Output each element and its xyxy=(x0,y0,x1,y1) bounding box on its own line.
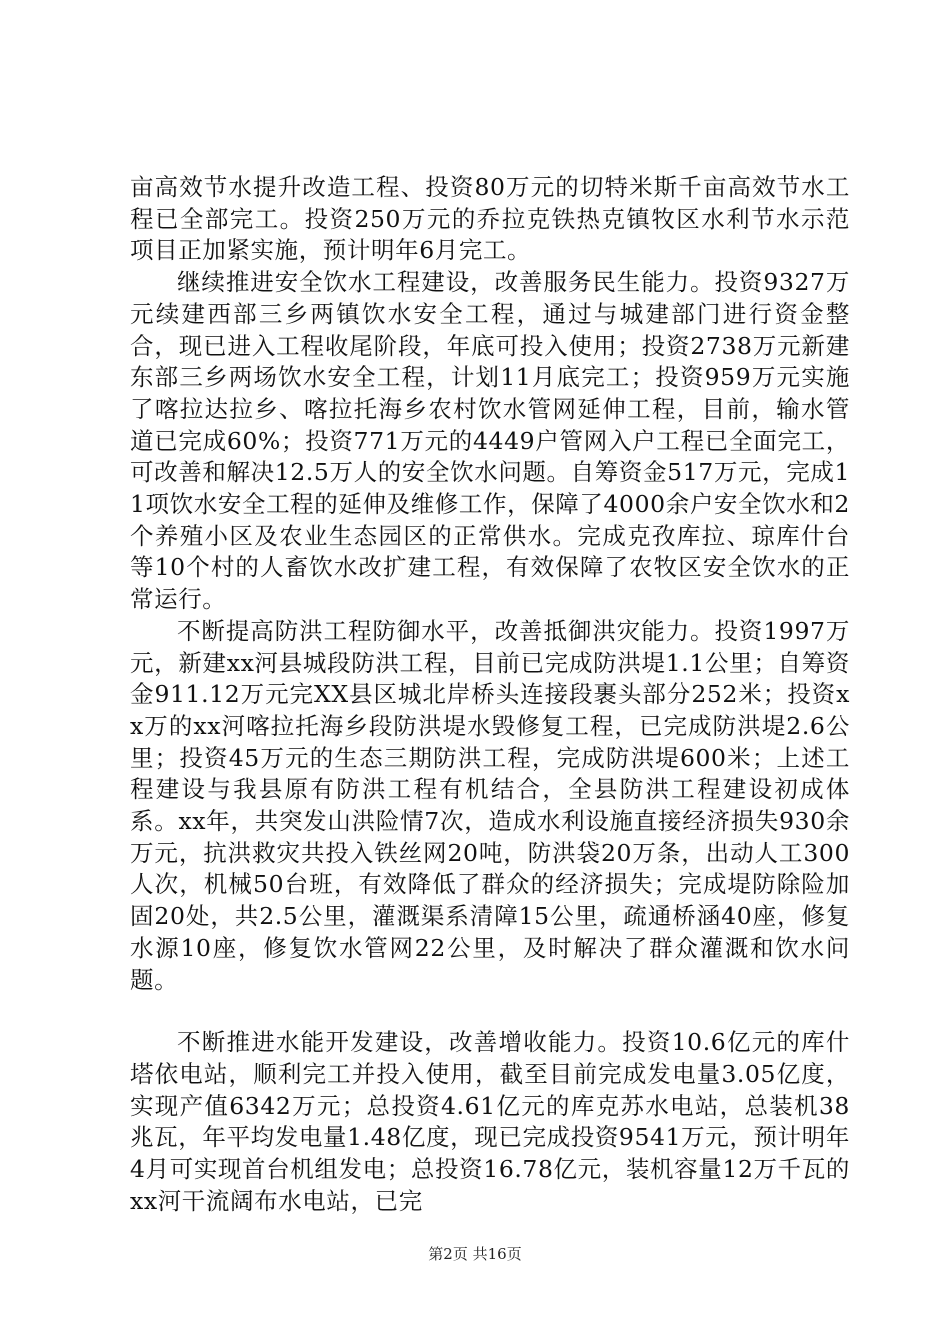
paragraph-1: 亩高效节水提升改造工程、投资80万元的切特米斯千亩高效节水工程已全部完工。投资250万元的乔拉克铁热克镇牧区水利节水示范项目正加紧实施，预计明年6月完工。 xyxy=(130,173,850,265)
page-footer: 第2页 共16页 xyxy=(428,1245,522,1263)
document-body xyxy=(130,172,850,1218)
paragraph-3: 不断提高防洪工程防御水平，改善抵御洪灾能力。投资1997万元，新建xx河县城段防洪工程，目前已完成防洪堤1.1公里；自筹资金911.12万元完XX县区城北岸桥头连接段裹头部分252米；投资xx万的xx河喀拉托海乡段防洪堤水毁修复工程，已完成防洪堤2.6公里；投资45万元的生态三期防洪工程，完成防洪堤600米；上述工程建设与我县原有防洪工程有机结合，全县防洪工程建设初成体系。xx年，共突发山洪险情7次，造成水利设施直接经济损失930余万元，抗洪救灾共投入铁丝网20吨，防洪袋20万条，出动人工300人次，机械50台班，有效降低了群众的经济损失；完成堤防除险加固20处，共2.5公里，灌溉渠系清障15公里，疏通桥涵40座，修复水源10座，修复饮水管网22公里，及时解决了群众灌溉和饮水问题。 xyxy=(130,616,850,994)
paragraph-4: 不断推进水能开发建设，改善增收能力。投资10.6亿元的库什塔依电站，顺利完工并投入使用，截至目前完成发电量3.05亿度，实现产值6342万元；总投资4.61亿元的库克苏水电站，总装机38兆瓦，年平均发电量1.48亿度，现已完成投资9541万元，预计明年4月可实现首台机组发电；总投资16.78亿元，装机容量12万千瓦的xx河干流阔布水电站，已完 xyxy=(130,1028,850,1215)
paragraph-2: 继续推进安全饮水工程建设，改善服务民生能力。投资9327万元续建西部三乡两镇饮水安全工程，通过与城建部门进行资金整合，现已进入工程收尾阶段，年底可投入使用；投资2738万元新建东部三乡两场饮水安全工程，计划11月底完工；投资959万元实施了喀拉达拉乡、喀拉托海乡农村饮水管网延伸工程，目前，输水管道已完成60%；投资771万元的4449户管网入户工程已全面完工，可改善和解决12.5万人的安全饮水问题。自筹资金517万元，完成11项饮水安全工程的延伸及维修工作，保障了4000余户安全饮水和2个养殖小区及农业生态园区的正常供水。完成克孜库拉、琼库什台等10个村的人畜饮水改扩建工程，有效保障了农牧区安全饮水的正常运行。 xyxy=(130,268,850,614)
